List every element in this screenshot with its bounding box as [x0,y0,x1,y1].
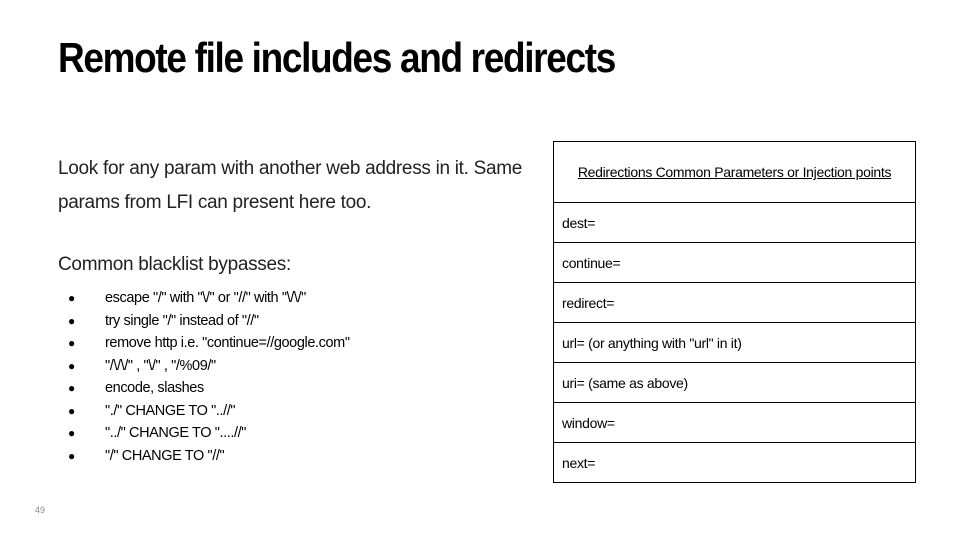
bypass-text: "./" CHANGE TO "..//" [105,402,236,419]
bullet-icon: ● [68,291,75,305]
bullet-icon: ● [68,426,75,440]
bullet-icon: ● [68,403,75,418]
table-cell: dest= [554,203,916,243]
list-item [66,445,350,468]
table-cell: next= [554,443,916,483]
slide-title: Remote file includes and redirects [58,34,615,81]
redirect-params-table [553,141,916,483]
table-row [554,323,916,363]
list-item [66,377,350,400]
table-row [554,443,916,483]
table-row [554,363,916,403]
list-item [66,422,350,445]
page-number: 49 [35,505,46,515]
bypass-text: remove http i.e. "continue=//google.com" [105,335,350,351]
list-item [66,400,350,423]
bullet-icon: ● [68,358,75,373]
bypass-text: "/" CHANGE TO "//" [105,447,225,464]
bypass-text: try single "/" instead of "//" [105,312,259,329]
bullet-icon: ● [68,336,75,350]
bullet-icon: ● [68,381,75,395]
blacklist-heading: Common blacklist bypasses: [58,254,291,275]
bypass-text: encode, slashes [105,380,204,396]
list-item [66,310,350,333]
list-item [66,332,350,355]
bypass-list [66,287,350,467]
bypass-text: escape "/" with "\/" or "//" with "\/\/" [105,290,306,306]
table-row [554,203,916,243]
bypass-text: "../" CHANGE TO "....//" [105,425,246,441]
bypass-text: "/\/\/" , "\/" , "/%09/" [105,357,216,374]
table-cell: url= (or anything with "url" in it) [554,323,916,363]
table-cell: uri= (same as above) [554,363,916,403]
table-cell: window= [554,403,916,443]
table-row [554,243,916,283]
bullet-icon: ● [68,313,75,328]
table-cell: redirect= [554,283,916,323]
bullet-icon: ● [68,448,75,463]
table-cell: continue= [554,243,916,283]
list-item [66,355,350,378]
intro-paragraph: Look for any param with another web address in it. Same params from LFI can present here too. [58,158,523,213]
table-row [554,403,916,443]
list-item [66,287,350,310]
table-header: Redirections Common Parameters or Injection points [554,142,916,203]
table-row [554,283,916,323]
